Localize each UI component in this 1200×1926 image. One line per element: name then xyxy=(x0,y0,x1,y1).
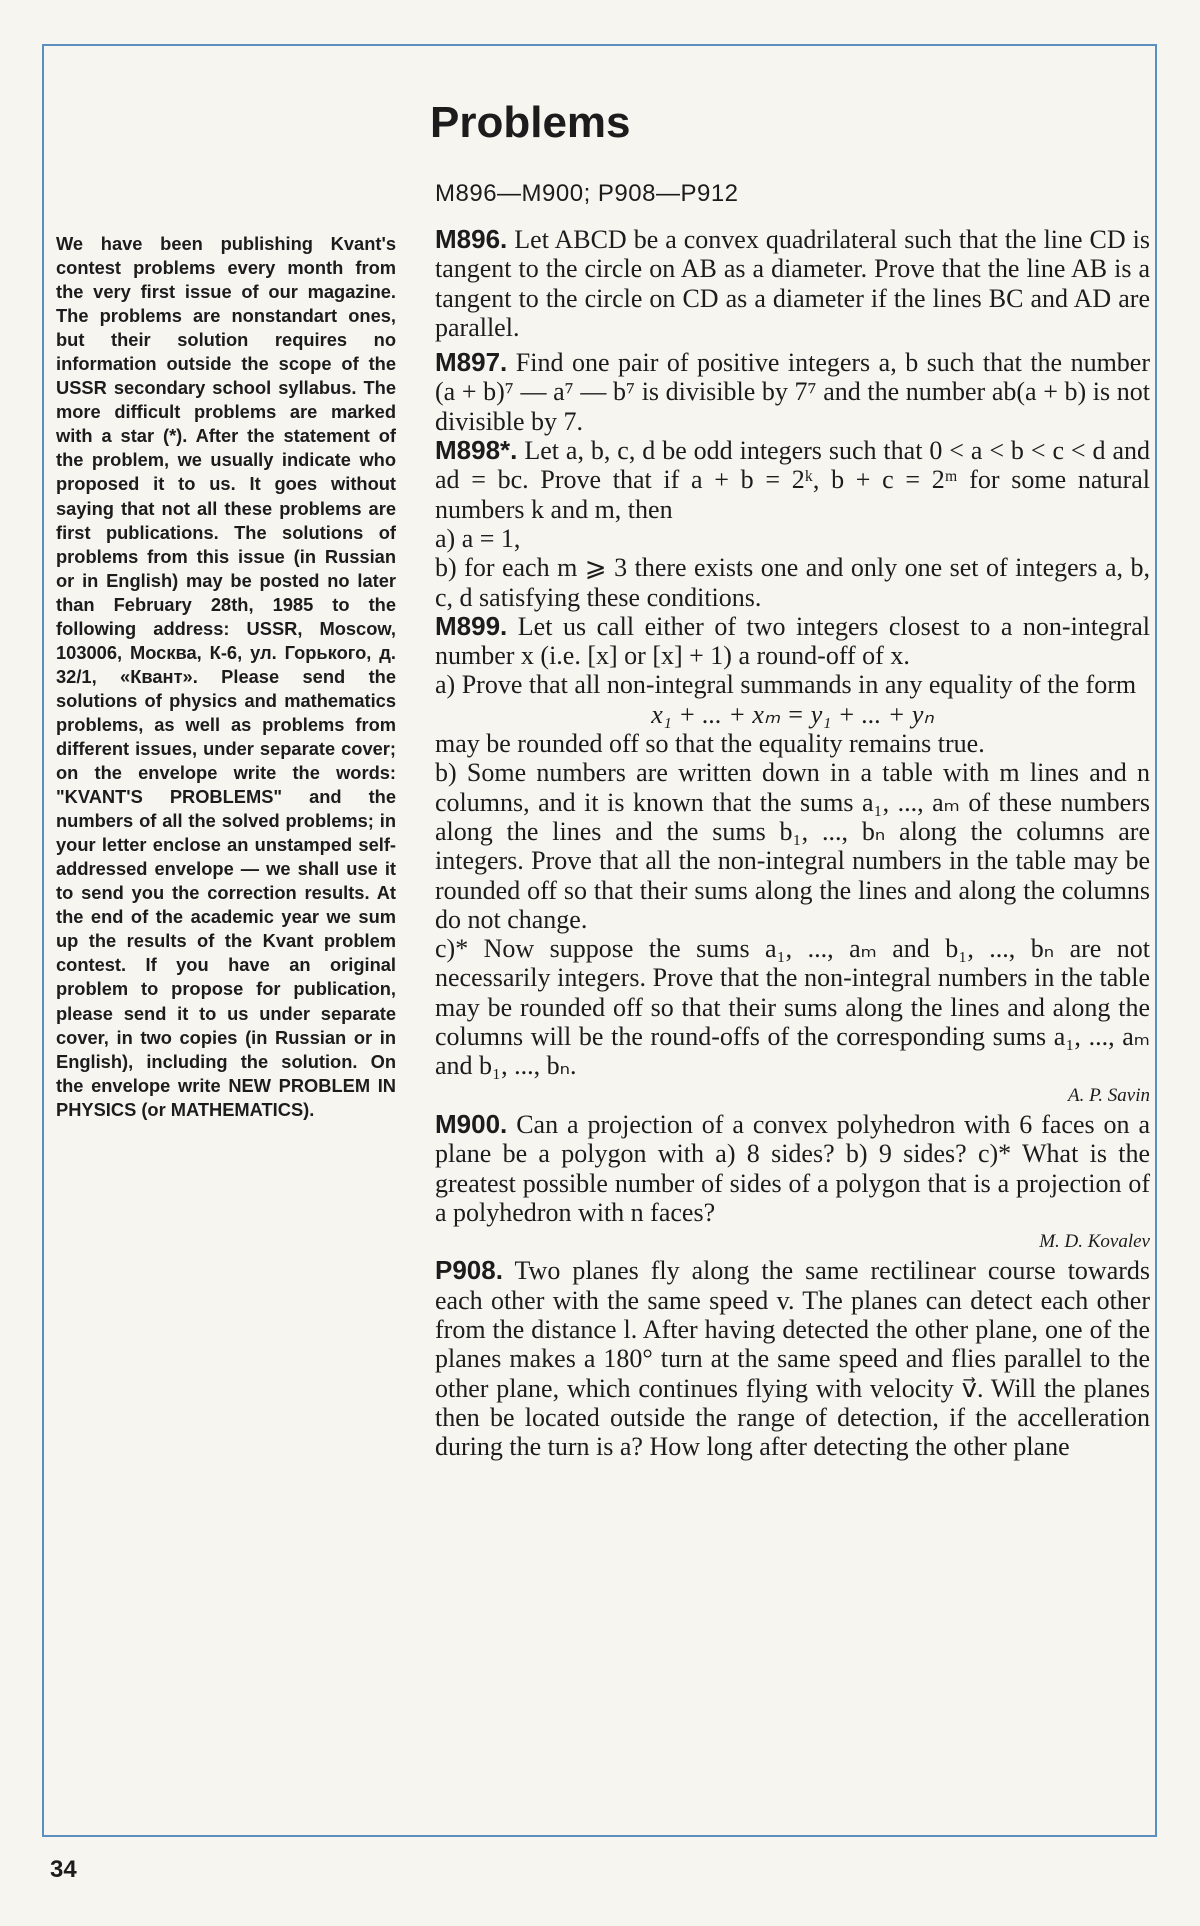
sidebar-text: We have been publishing Kvant's contest problems every month from the very first issue of our magazine. The problems are nonstandart ones, but their solution requires no information outside the scope of the USSR secondary school syllabus. The more difficult problems are marked with a star (*). After the statement of the problem, we usually indicate who proposed it to us. It goes without saying that not all these problems are first publications. The solutions of problems from this issue (in Russian or in English) may be posted no later than February 28th, 1985 to the following address: USSR, Moscow, 103006, Москва, К-6, ул. Горького, д. 32/1, «Квант». Please send the solutions of physics and mathematics problems, as well as problems from different issues, under separate cover; on the envelope write the words: "KVANT'S PROBLEMS" and the numbers of all the solved problems; in your letter enclose an unstamped self-addressed envelope — we shall use it to send you the correction results. At the end of the academic year we sum up the results of the Kvant problem contest. If you have an original problem to propose for publication, please send it to us under separate cover, in two copies (in Russian or in English), including the solution. On the envelope write NEW PROBLEM IN PHYSICS (or MATHEMATICS). xyxy=(56,233,396,1120)
problem-part: may be rounded off so that the equality remains true. xyxy=(435,729,985,759)
problem-id: M898*. xyxy=(435,435,518,466)
problem-m897 xyxy=(435,348,1150,436)
problem-text: Two planes fly along the same rectilinear course towards each other with the same speed v. The planes can detect each other from the distance l. After having detected the other plane, one of the planes makes a 180° turn at the same speed and flies parallel to the other plane, which continues flying with velocity v⃗. Will the planes then be located outside the range of detection, if the accelleration during the turn is a? How long after detecting the other plane xyxy=(435,1256,1151,1462)
problem-id: M897. xyxy=(435,347,508,378)
problem-id: M896. xyxy=(435,224,508,254)
problem-text: Can a projection of a convex polyhedron with 6 faces on a plane be a polygon with a) 8 sides? b) 9 sides? c)* What is the greatest possible number of sides of a polygon that is a projection of a polyhedron with n faces? xyxy=(435,1109,1150,1227)
equation: x₁ + ... + xₘ = y₁ + ... + yₙ xyxy=(651,699,934,729)
problem-m899 xyxy=(435,612,1150,671)
problem-part: b) Some numbers are written down in a table with m lines and n columns, and it is known that the sums a₁, ..., aₘ of these numbers along the lines and the sums b₁, ..., bₙ along the columns are integers. Prove that all the non-integral numbers in the table may be rounded off so that their sums along the lines and along the columns do not change. xyxy=(435,758,1150,934)
problem-author: A. P. Savin xyxy=(1068,1084,1150,1106)
problem-text: Let ABCD be a convex quadrilateral such that the line CD is tangent to the circle on AB as a diameter. Prove that the line AB is a tangent to the circle on CD as a diameter if the lines BC and AD are parallel. xyxy=(435,225,1151,342)
contest-info-sidebar xyxy=(56,232,396,1122)
problem-m898 xyxy=(435,436,1150,524)
problem-id: P908. xyxy=(435,1255,503,1286)
problem-id: M900. xyxy=(435,1108,508,1139)
problem-m896 xyxy=(435,225,1150,342)
problem-m900 xyxy=(435,1110,1150,1227)
problems-column xyxy=(435,225,1150,1461)
problem-text: Let a, b, c, d be odd integers such that 0 < a < b < c < d and ad = bc. Prove that if a + b = 2ᵏ, b + c = 2ᵐ for some natural numbers k and m, then xyxy=(435,436,1150,524)
page-title: Problems xyxy=(430,98,631,147)
problem-part: a) Prove that all non-integral summands in any equality of the form xyxy=(435,670,1137,700)
problem-id: M899. xyxy=(435,610,508,641)
problem-author: M. D. Kovalev xyxy=(1039,1231,1150,1253)
problem-part: a) a = 1, xyxy=(435,523,521,553)
problem-part: c)* Now suppose the sums a₁, ..., aₘ and b₁, ..., bₙ are not necessarily integers. Prove that the non-integral numbers in the table may be rounded off so that their sums along the lines and along the columns will be the round-offs of the corresponding sums a₁, ..., aₘ and b₁, ..., bₙ. xyxy=(435,934,1150,1081)
problem-text: Find one pair of positive integers a, b such that the number (a + b)⁷ — a⁷ — b⁷ is divisible by 7⁷ and the number ab(a + b) is not divisible by 7. xyxy=(435,348,1151,436)
problem-range-subtitle: M896—M900; P908—P912 xyxy=(435,180,739,207)
problem-part: b) for each m ⩾ 3 there exists one and only one set of integers a, b, c, d satisfying these conditions. xyxy=(435,553,1150,612)
problem-p908 xyxy=(435,1256,1150,1461)
page-number: 34 xyxy=(50,1856,77,1883)
problem-text: Let us call either of two integers closest to a non-integral number x (i.e. [x] or [x] + 1) a round-off of x. xyxy=(435,611,1151,671)
